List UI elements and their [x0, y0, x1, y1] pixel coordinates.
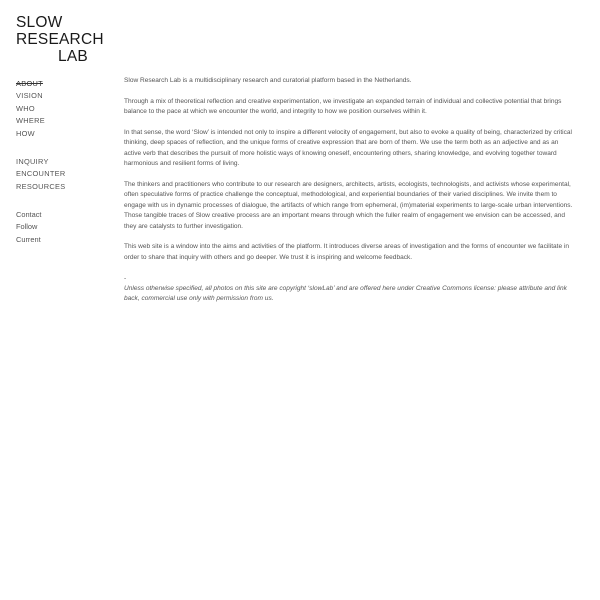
tertiary-nav [16, 209, 41, 246]
nav-item-who[interactable]: WHO [16, 103, 35, 113]
nav-item-inquiry[interactable]: INQUIRY [16, 157, 49, 166]
nav-item-follow[interactable]: Follow [16, 222, 38, 232]
site-logo[interactable] [16, 14, 104, 65]
logo-line-3: LAB [58, 48, 88, 65]
paragraph-intro: Slow Research Lab is a multidisciplinary research and curatorial platform based in the Netherlands. [124, 77, 412, 84]
nav-item-vision[interactable]: VISION [16, 91, 43, 101]
secondary-nav [16, 156, 66, 193]
nav-item-current[interactable]: Current [16, 234, 41, 244]
paragraph-approach: Through a mix of theoretical reflection and creative experimentation, we investigate an expanded terrain of individual and collective potential that brings balance to the pace at which we encounter the world, and integrity to how we position ourselves within it. [124, 97, 562, 116]
logo-line-1: SLOW [16, 14, 63, 31]
about-content [124, 76, 576, 305]
nav-item-encounter[interactable]: ENCOUNTER [16, 169, 66, 179]
paragraph-website: This web site is a window into the aims and activities of the platform. It introduces diverse areas of investigation and the forms of encounter we facilitate in order to share that inquiry with others and go deeper. We trust it is inspiring and welcome feedback. [124, 243, 570, 261]
paragraph-contributors: The thinkers and practitioners who contribute to our research are designers, architects, artists, ecologists, technologists, and activists whose experimental, often speculative forms of practice challenge the conceptual, methodological, and experiential boundaries of their varied disciplines. We invite them to engage with us in dynamic processes of dialogue, the artifacts of which range from ephemeral, (im)material experiments to large-scale urban interventions. Those tangible traces of Slow creative process are an important means through which the fuller realm of engagement we envision can be accessed, and they are catalysts to further investigation. [124, 181, 573, 230]
nav-item-where[interactable]: WHERE [16, 116, 46, 126]
nav-item-contact[interactable]: Contact [16, 210, 42, 219]
paragraph-slow-meaning: In that sense, the word ‘Slow’ is intended not only to inspire a different velocity of engagement, but also to evoke a quality of being, characterized by critical thinking, deep spaces of reflection, and the unique forms of creative expression that are born of them. We use the term both as an adjective and as an active verb that describes the pursuit of more holistic ways of knowing oneself, encountering others, sharing knowledge, and evolving together toward harmonious and resilient forms of living. [124, 129, 572, 168]
nav-item-resources[interactable]: RESOURCES [16, 181, 66, 191]
nav-item-about[interactable]: ABOUT [16, 79, 43, 88]
logo-line-2: RESEARCH [16, 31, 104, 48]
separator-dash: - [124, 274, 127, 282]
copyright-note: Unless otherwise specified, all photos on this site are copyright ‘slowLab’ and are offered here under Creative Commons license: please attribute and link back, commercial use only with permission from us. [124, 285, 567, 303]
nav-item-how[interactable]: HOW [16, 128, 35, 138]
primary-nav [16, 78, 45, 140]
